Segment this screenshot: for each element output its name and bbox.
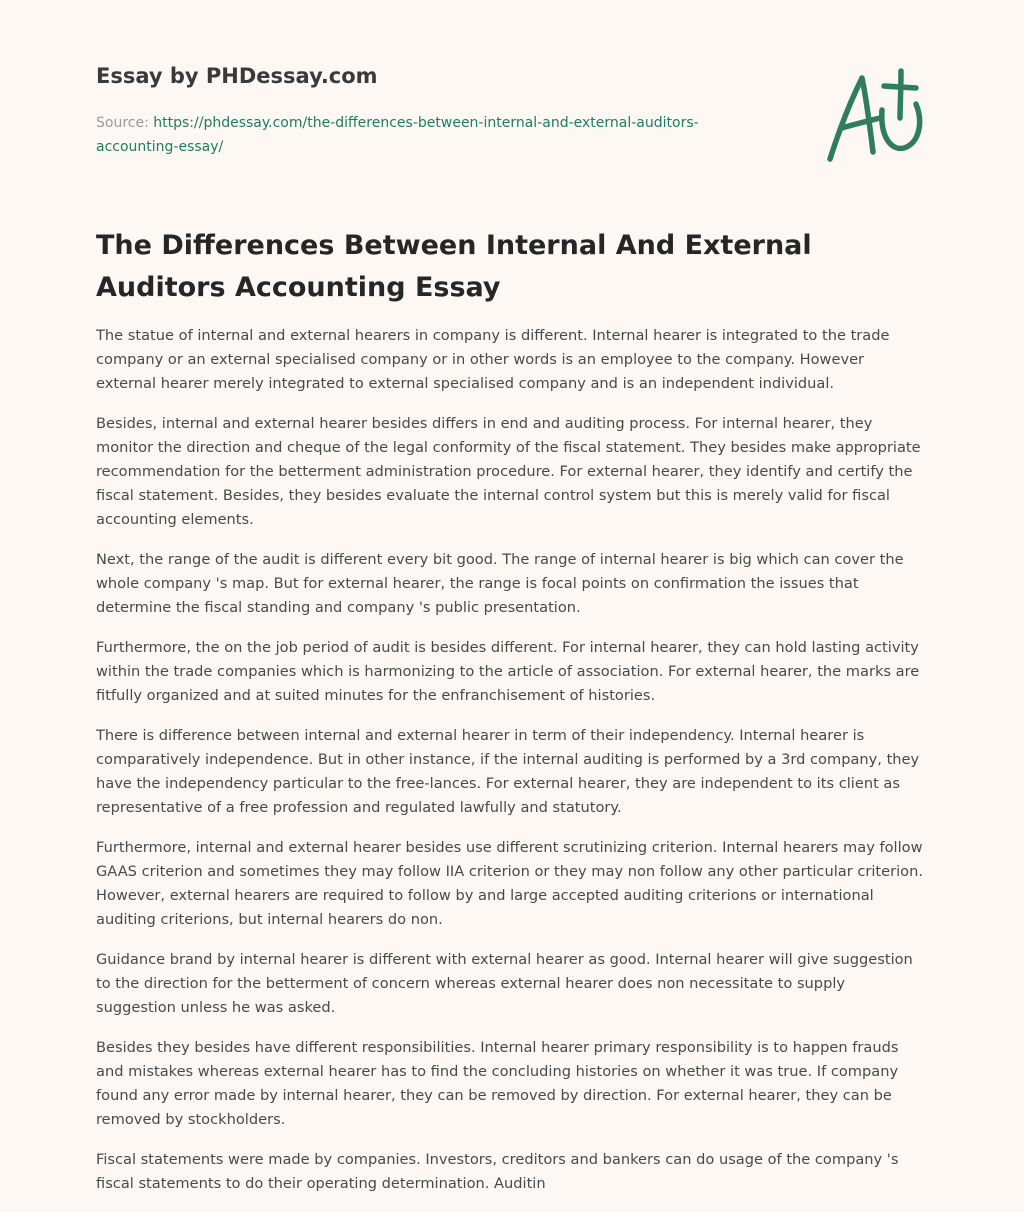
logo-a-crossbar (842, 118, 880, 128)
a-plus-logo-icon (822, 66, 932, 166)
essay-paragraph: Besides, internal and external hearer besides differs in end and auditing process. For internal hearer, they monitor the direction and cheque of the legal conformity of the fiscal statement. They besides make appropriate recommendation for the betterment administration procedure. For external hearer, they identify and certify the fiscal statement. Besides, they besides evaluate the internal control system but this is merely valid for fiscal accounting elements. (96, 415, 921, 528)
essay-paragraph: Besides they besides have different responsibilities. Internal hearer primary responsibility is to happen frauds and mistakes whereas external hearer has to find the concluding histories on whether it was true. If company found any error made by internal hearer, they can be removed by direction. For external hearer, they can be removed by stockholders. (96, 1039, 899, 1128)
essay-paragraph: Fiscal statements were made by companies. Investors, creditors and bankers can do usage of the company 's fiscal statements to do their operating determination. Auditin (96, 1151, 899, 1192)
site-brand: Essay by PHDessay.com (96, 64, 378, 88)
essay-paragraph: Guidance brand by internal hearer is different with external hearer as good. Internal hearer will give suggestion to the direction for the betterment of concern whereas external hearer does non necessitate to supply suggestion unless he was asked. (96, 951, 913, 1016)
essay-paragraph: There is difference between internal and external hearer in term of their independency. Internal hearer is comparatively independence. But in other instance, if the internal auditing is performed by a 3rd company, they have the independency particular to the free-lances. For external hearer, they are independent to its client as representative of a free profession and regulated lawfully and statutory. (96, 727, 920, 816)
essay-title: The Differences Between Internal And External Auditors Accounting Essay (96, 230, 812, 303)
source-line (96, 111, 746, 159)
essay-paragraph: Next, the range of the audit is different every bit good. The range of internal hearer is big which can cover the whole company 's map. But for external hearer, the range is focal points on confirmation the issues that determine the fiscal standing and company 's public presentation. (96, 551, 904, 616)
essay-body (96, 324, 928, 1212)
logo-plus-vertical (900, 71, 901, 118)
essay-paragraph: Furthermore, internal and external hearer besides use different scrutinizing criterion. Internal hearers may follow GAAS criterion and sometimes they may follow IIA criterion or they may non follow any other particular criterion. However, external hearers are required to follow by and large accepted auditing criterions or international auditing criterions, but internal hearers do non. (96, 839, 923, 928)
source-label: Source: (96, 115, 154, 131)
source-link[interactable]: https://phdessay.com/the-differences-between-internal-and-external-auditors-accounting-essay/ (96, 115, 699, 155)
essay-paragraph: The statue of internal and external hearers in company is different. Internal hearer is integrated to the trade company or an external specialised company or in other words is an employee to the company. However external hearer merely integrated to external specialised company and is an independent individual. (96, 327, 890, 392)
essay-paragraph: Furthermore, the on the job period of audit is besides different. For internal hearer, they can hold lasting activity within the trade companies which is harmonizing to the article of association. For external hearer, the marks are fitfully organized and at suited minutes for the enfranchisement of histories. (96, 639, 920, 704)
